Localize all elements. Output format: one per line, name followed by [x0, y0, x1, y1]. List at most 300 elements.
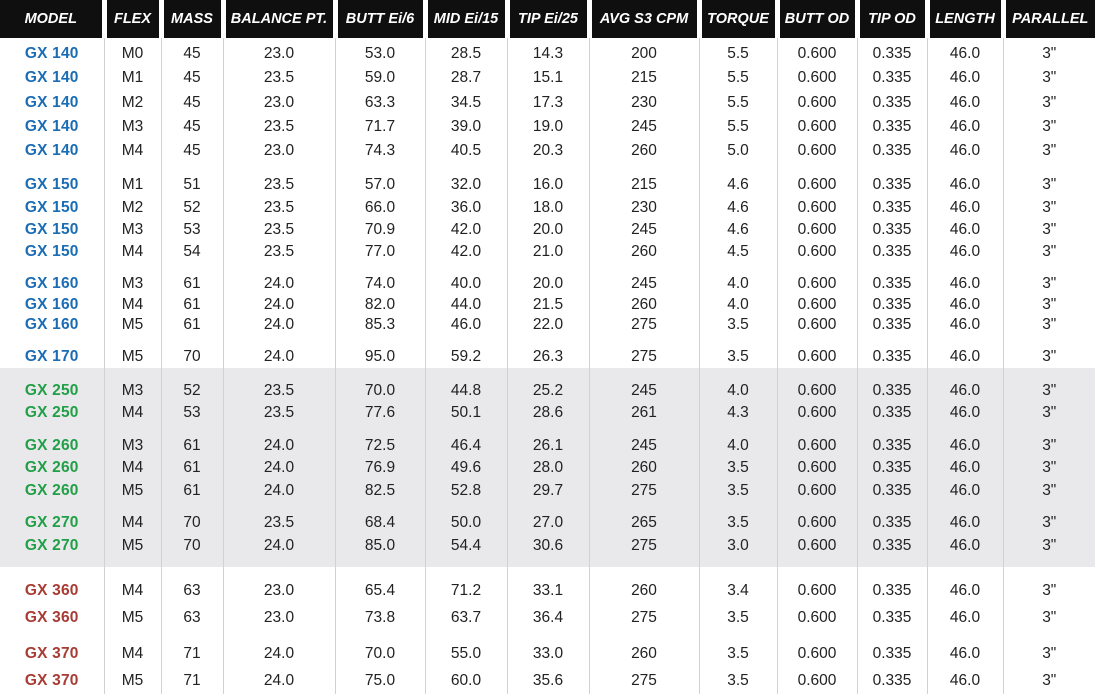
value-cell-length: 46.0: [927, 66, 1003, 90]
value-cell-butt-od: 0.600: [777, 667, 857, 693]
value-cell-mid-ei-15: 49.6: [425, 457, 507, 479]
value-cell-torque: 5.0: [699, 139, 777, 163]
value-cell-butt-ei-6: 77.0: [335, 241, 425, 263]
value-cell-flex: M4: [104, 630, 161, 667]
value-cell-parallel: 3": [1003, 314, 1095, 334]
table-row-gx-140-m3: [0, 115, 1095, 139]
value-cell-mass: 52: [161, 368, 223, 402]
value-cell-flex: M4: [104, 501, 161, 534]
value-cell-avg-s3-cpm: 245: [589, 263, 699, 294]
value-cell-balance-pt: 24.0: [223, 534, 335, 567]
column-header-tip-ei-25: TIP Ei/25: [507, 0, 589, 38]
section-red: [0, 567, 1095, 693]
value-cell-torque: 5.5: [699, 90, 777, 114]
model-cell: GX 150: [24, 176, 79, 194]
value-cell-butt-ei-6: 70.0: [335, 630, 425, 667]
table-row-gx-150-m2: [0, 196, 1095, 218]
value-cell-butt-ei-6: 66.0: [335, 196, 425, 218]
value-cell-mass: 71: [161, 667, 223, 693]
value-cell-length: 46.0: [927, 402, 1003, 424]
value-cell-mid-ei-15: 60.0: [425, 667, 507, 693]
value-cell-tip-od: 0.335: [857, 139, 927, 163]
value-cell-mid-ei-15: 42.0: [425, 219, 507, 241]
value-cell-tip-od: 0.335: [857, 424, 927, 457]
value-cell-mid-ei-15: 50.1: [425, 402, 507, 424]
value-cell-tip-od: 0.335: [857, 196, 927, 218]
value-cell-avg-s3-cpm: 215: [589, 163, 699, 196]
value-cell-torque: 4.0: [699, 368, 777, 402]
value-cell-length: 46.0: [927, 630, 1003, 667]
value-cell-mid-ei-15: 52.8: [425, 479, 507, 501]
value-cell-tip-ei-25: 15.1: [507, 66, 589, 90]
model-cell: GX 250: [0, 368, 104, 402]
value-cell-butt-od: 0.600: [777, 368, 857, 402]
value-cell-flex: M3: [104, 424, 161, 457]
model-cell: GX 150: [24, 243, 79, 261]
value-cell-mass: 61: [161, 424, 223, 457]
value-cell-tip-od: 0.335: [857, 294, 927, 314]
value-cell-balance-pt: 23.5: [223, 66, 335, 90]
value-cell-tip-ei-25: 30.6: [507, 534, 589, 567]
value-cell-butt-od: 0.600: [777, 402, 857, 424]
value-cell-balance-pt: 24.0: [223, 457, 335, 479]
value-cell-torque: 4.3: [699, 402, 777, 424]
value-cell-avg-s3-cpm: 260: [589, 294, 699, 314]
value-cell-tip-ei-25: 16.0: [507, 163, 589, 196]
value-cell-tip-od: 0.335: [857, 604, 927, 630]
value-cell-parallel: 3": [1003, 604, 1095, 630]
value-cell-torque: 3.5: [699, 630, 777, 667]
column-header-torque: TORQUE: [699, 0, 777, 38]
value-cell-parallel: 3": [1003, 424, 1095, 457]
value-cell-butt-ei-6: 85.0: [335, 534, 425, 567]
table-row-gx-370-m4: [0, 630, 1095, 667]
value-cell-length: 46.0: [927, 38, 1003, 66]
value-cell-torque: 4.0: [699, 294, 777, 314]
value-cell-mass: 45: [161, 38, 223, 66]
value-cell-flex: M5: [104, 479, 161, 501]
value-cell-parallel: 3": [1003, 294, 1095, 314]
value-cell-mass: 63: [161, 567, 223, 604]
value-cell-avg-s3-cpm: 245: [589, 368, 699, 402]
value-cell-butt-ei-6: 82.5: [335, 479, 425, 501]
value-cell-butt-ei-6: 75.0: [335, 667, 425, 693]
value-cell-mid-ei-15: 46.0: [425, 314, 507, 334]
value-cell-parallel: 3": [1003, 38, 1095, 66]
value-cell-parallel: 3": [1003, 368, 1095, 402]
value-cell-tip-ei-25: 20.3: [507, 139, 589, 163]
value-cell-tip-ei-25: 21.0: [507, 241, 589, 263]
value-cell-flex: M5: [104, 335, 161, 368]
value-cell-tip-ei-25: 33.0: [507, 630, 589, 667]
value-cell-mass: 52: [161, 196, 223, 218]
value-cell-mass: 61: [161, 314, 223, 334]
value-cell-length: 46.0: [927, 163, 1003, 196]
value-cell-flex: M4: [104, 139, 161, 163]
column-header-avg-s3-cpm: AVG S3 CPM: [589, 0, 699, 38]
value-cell-balance-pt: 23.0: [223, 139, 335, 163]
value-cell-tip-ei-25: 28.0: [507, 457, 589, 479]
model-cell: GX 160: [24, 315, 79, 333]
table-row-gx-140-m4: [0, 139, 1095, 163]
value-cell-mass: 61: [161, 263, 223, 294]
model-cell: GX 370: [24, 645, 79, 663]
table-row-gx-270-m4: [0, 501, 1095, 534]
value-cell-length: 46.0: [927, 501, 1003, 534]
value-cell-length: 46.0: [927, 196, 1003, 218]
value-cell-balance-pt: 24.0: [223, 263, 335, 294]
value-cell-mass: 45: [161, 115, 223, 139]
value-cell-avg-s3-cpm: 260: [589, 241, 699, 263]
value-cell-tip-od: 0.335: [857, 501, 927, 534]
value-cell-flex: M4: [104, 294, 161, 314]
value-cell-tip-od: 0.335: [857, 368, 927, 402]
value-cell-balance-pt: 23.5: [223, 115, 335, 139]
value-cell-butt-od: 0.600: [777, 90, 857, 114]
value-cell-avg-s3-cpm: 230: [589, 90, 699, 114]
value-cell-parallel: 3": [1003, 501, 1095, 534]
value-cell-length: 46.0: [927, 479, 1003, 501]
value-cell-butt-ei-6: 95.0: [335, 335, 425, 368]
value-cell-balance-pt: 23.0: [223, 90, 335, 114]
value-cell-flex: M4: [104, 457, 161, 479]
value-cell-balance-pt: 23.5: [223, 241, 335, 263]
value-cell-mass: 54: [161, 241, 223, 263]
model-cell: GX 260: [0, 457, 104, 479]
value-cell-tip-ei-25: 36.4: [507, 604, 589, 630]
column-header-mid-ei-15: MID Ei/15: [425, 0, 507, 38]
value-cell-flex: M3: [104, 368, 161, 402]
value-cell-butt-ei-6: 73.8: [335, 604, 425, 630]
value-cell-tip-od: 0.335: [857, 219, 927, 241]
value-cell-mid-ei-15: 50.0: [425, 501, 507, 534]
value-cell-length: 46.0: [927, 219, 1003, 241]
value-cell-flex: M4: [104, 241, 161, 263]
table-row-gx-160-m5: [0, 314, 1095, 334]
table-row-gx-150-m1: [0, 163, 1095, 196]
table-row-gx-150-m4: [0, 241, 1095, 263]
value-cell-tip-ei-25: 35.6: [507, 667, 589, 693]
value-cell-balance-pt: 23.5: [223, 402, 335, 424]
value-cell-tip-ei-25: 18.0: [507, 196, 589, 218]
table-row-gx-270-m5: [0, 534, 1095, 567]
value-cell-length: 46.0: [927, 241, 1003, 263]
model-cell: GX 160: [24, 275, 79, 293]
value-cell-avg-s3-cpm: 260: [589, 457, 699, 479]
value-cell-balance-pt: 23.5: [223, 501, 335, 534]
model-cell: GX 260: [0, 424, 104, 457]
value-cell-avg-s3-cpm: 230: [589, 196, 699, 218]
value-cell-torque: 5.5: [699, 66, 777, 90]
value-cell-tip-ei-25: 20.0: [507, 263, 589, 294]
value-cell-flex: M5: [104, 604, 161, 630]
value-cell-balance-pt: 23.5: [223, 163, 335, 196]
value-cell-mass: 45: [161, 90, 223, 114]
value-cell-avg-s3-cpm: 245: [589, 424, 699, 457]
value-cell-mass: 71: [161, 630, 223, 667]
column-header-balance-pt: BALANCE PT.: [223, 0, 335, 38]
value-cell-butt-od: 0.600: [777, 115, 857, 139]
value-cell-length: 46.0: [927, 335, 1003, 368]
column-header-tip-od: TIP OD: [857, 0, 927, 38]
value-cell-length: 46.0: [927, 534, 1003, 567]
value-cell-butt-od: 0.600: [777, 479, 857, 501]
value-cell-butt-od: 0.600: [777, 424, 857, 457]
value-cell-avg-s3-cpm: 245: [589, 115, 699, 139]
model-cell: GX 140: [24, 93, 79, 111]
value-cell-butt-od: 0.600: [777, 241, 857, 263]
value-cell-mid-ei-15: 42.0: [425, 241, 507, 263]
value-cell-mid-ei-15: 46.4: [425, 424, 507, 457]
value-cell-tip-od: 0.335: [857, 66, 927, 90]
value-cell-butt-ei-6: 71.7: [335, 115, 425, 139]
value-cell-parallel: 3": [1003, 139, 1095, 163]
column-header-model: MODEL: [0, 0, 104, 38]
model-cell: GX 270: [0, 534, 104, 567]
value-cell-parallel: 3": [1003, 534, 1095, 567]
value-cell-balance-pt: 24.0: [223, 424, 335, 457]
model-cell: GX 360: [24, 582, 79, 600]
value-cell-tip-od: 0.335: [857, 457, 927, 479]
value-cell-flex: M5: [104, 667, 161, 693]
value-cell-avg-s3-cpm: 275: [589, 667, 699, 693]
value-cell-butt-ei-6: 53.0: [335, 38, 425, 66]
column-header-butt-ei-6: BUTT Ei/6: [335, 0, 425, 38]
value-cell-torque: 3.5: [699, 479, 777, 501]
value-cell-parallel: 3": [1003, 163, 1095, 196]
value-cell-butt-ei-6: 74.3: [335, 139, 425, 163]
value-cell-butt-ei-6: 76.9: [335, 457, 425, 479]
value-cell-mid-ei-15: 55.0: [425, 630, 507, 667]
value-cell-torque: 3.5: [699, 667, 777, 693]
value-cell-butt-od: 0.600: [777, 567, 857, 604]
value-cell-mid-ei-15: 59.2: [425, 335, 507, 368]
column-header-parallel: PARALLEL: [1003, 0, 1095, 38]
value-cell-parallel: 3": [1003, 241, 1095, 263]
value-cell-parallel: 3": [1003, 263, 1095, 294]
model-cell: GX 270: [0, 501, 104, 534]
value-cell-mid-ei-15: 54.4: [425, 534, 507, 567]
value-cell-butt-ei-6: 65.4: [335, 567, 425, 604]
value-cell-tip-od: 0.335: [857, 241, 927, 263]
model-cell: GX 360: [24, 608, 79, 626]
value-cell-flex: M5: [104, 314, 161, 334]
value-cell-tip-od: 0.335: [857, 163, 927, 196]
value-cell-butt-od: 0.600: [777, 196, 857, 218]
value-cell-balance-pt: 23.5: [223, 219, 335, 241]
value-cell-tip-od: 0.335: [857, 630, 927, 667]
value-cell-avg-s3-cpm: 260: [589, 630, 699, 667]
value-cell-length: 46.0: [927, 294, 1003, 314]
value-cell-butt-ei-6: 68.4: [335, 501, 425, 534]
value-cell-mid-ei-15: 63.7: [425, 604, 507, 630]
value-cell-torque: 4.6: [699, 163, 777, 196]
model-cell: GX 150: [24, 198, 79, 216]
table-row-gx-260-m3: [0, 424, 1095, 457]
model-cell: GX 140: [24, 69, 79, 87]
table-row-gx-160-m4: [0, 294, 1095, 314]
value-cell-flex: M1: [104, 163, 161, 196]
value-cell-avg-s3-cpm: 275: [589, 479, 699, 501]
column-header-mass: MASS: [161, 0, 223, 38]
table-row-gx-360-m4: [0, 567, 1095, 604]
value-cell-avg-s3-cpm: 261: [589, 402, 699, 424]
table-row-gx-140-m0: [0, 38, 1095, 66]
value-cell-tip-ei-25: 17.3: [507, 90, 589, 114]
value-cell-mid-ei-15: 71.2: [425, 567, 507, 604]
value-cell-parallel: 3": [1003, 115, 1095, 139]
value-cell-flex: M5: [104, 534, 161, 567]
value-cell-butt-ei-6: 59.0: [335, 66, 425, 90]
value-cell-mid-ei-15: 36.0: [425, 196, 507, 218]
model-cell: GX 260: [0, 479, 104, 501]
value-cell-tip-od: 0.335: [857, 534, 927, 567]
value-cell-butt-ei-6: 74.0: [335, 263, 425, 294]
value-cell-butt-od: 0.600: [777, 219, 857, 241]
value-cell-mass: 53: [161, 219, 223, 241]
table-row-gx-370-m5: [0, 667, 1095, 693]
value-cell-tip-od: 0.335: [857, 90, 927, 114]
value-cell-butt-od: 0.600: [777, 630, 857, 667]
value-cell-tip-od: 0.335: [857, 479, 927, 501]
value-cell-torque: 3.5: [699, 501, 777, 534]
model-cell: GX 250: [0, 402, 104, 424]
table-row-gx-140-m2: [0, 90, 1095, 114]
value-cell-butt-ei-6: 70.0: [335, 368, 425, 402]
value-cell-flex: M1: [104, 66, 161, 90]
model-cell: GX 140: [24, 142, 79, 160]
value-cell-butt-od: 0.600: [777, 263, 857, 294]
model-cell: GX 370: [24, 671, 79, 689]
value-cell-length: 46.0: [927, 457, 1003, 479]
value-cell-mid-ei-15: 40.5: [425, 139, 507, 163]
value-cell-balance-pt: 24.0: [223, 630, 335, 667]
value-cell-tip-ei-25: 19.0: [507, 115, 589, 139]
value-cell-flex: M4: [104, 567, 161, 604]
value-cell-avg-s3-cpm: 200: [589, 38, 699, 66]
value-cell-mid-ei-15: 44.8: [425, 368, 507, 402]
value-cell-parallel: 3": [1003, 567, 1095, 604]
value-cell-tip-od: 0.335: [857, 115, 927, 139]
value-cell-length: 46.0: [927, 139, 1003, 163]
table-header-row: [0, 0, 1095, 38]
value-cell-flex: M2: [104, 90, 161, 114]
value-cell-parallel: 3": [1003, 90, 1095, 114]
value-cell-balance-pt: 23.0: [223, 38, 335, 66]
value-cell-avg-s3-cpm: 275: [589, 534, 699, 567]
value-cell-parallel: 3": [1003, 196, 1095, 218]
value-cell-length: 46.0: [927, 90, 1003, 114]
value-cell-tip-od: 0.335: [857, 402, 927, 424]
value-cell-tip-ei-25: 21.5: [507, 294, 589, 314]
value-cell-flex: M3: [104, 219, 161, 241]
value-cell-torque: 5.5: [699, 115, 777, 139]
value-cell-mid-ei-15: 34.5: [425, 90, 507, 114]
value-cell-balance-pt: 24.0: [223, 335, 335, 368]
value-cell-torque: 3.5: [699, 604, 777, 630]
value-cell-butt-ei-6: 70.9: [335, 219, 425, 241]
column-header-length: LENGTH: [927, 0, 1003, 38]
value-cell-mass: 63: [161, 604, 223, 630]
value-cell-butt-ei-6: 82.0: [335, 294, 425, 314]
value-cell-butt-ei-6: 77.6: [335, 402, 425, 424]
value-cell-tip-od: 0.335: [857, 38, 927, 66]
value-cell-mass: 45: [161, 66, 223, 90]
model-cell: GX 170: [24, 347, 79, 365]
value-cell-avg-s3-cpm: 265: [589, 501, 699, 534]
value-cell-parallel: 3": [1003, 479, 1095, 501]
value-cell-length: 46.0: [927, 604, 1003, 630]
value-cell-avg-s3-cpm: 215: [589, 66, 699, 90]
table-header: [0, 0, 1095, 38]
value-cell-parallel: 3": [1003, 402, 1095, 424]
value-cell-length: 46.0: [927, 314, 1003, 334]
value-cell-length: 46.0: [927, 667, 1003, 693]
model-cell: GX 140: [24, 45, 79, 62]
value-cell-length: 46.0: [927, 263, 1003, 294]
value-cell-butt-od: 0.600: [777, 335, 857, 368]
value-cell-mass: 61: [161, 479, 223, 501]
value-cell-avg-s3-cpm: 245: [589, 219, 699, 241]
value-cell-parallel: 3": [1003, 219, 1095, 241]
value-cell-tip-od: 0.335: [857, 314, 927, 334]
value-cell-tip-od: 0.335: [857, 567, 927, 604]
value-cell-avg-s3-cpm: 275: [589, 335, 699, 368]
column-header-flex: FLEX: [104, 0, 161, 38]
value-cell-tip-ei-25: 20.0: [507, 219, 589, 241]
value-cell-butt-ei-6: 72.5: [335, 424, 425, 457]
value-cell-flex: M4: [104, 402, 161, 424]
model-cell: GX 160: [24, 295, 79, 313]
value-cell-tip-ei-25: 33.1: [507, 567, 589, 604]
value-cell-torque: 3.5: [699, 335, 777, 368]
column-header-butt-od: BUTT OD: [777, 0, 857, 38]
value-cell-parallel: 3": [1003, 457, 1095, 479]
value-cell-mid-ei-15: 28.7: [425, 66, 507, 90]
value-cell-flex: M3: [104, 115, 161, 139]
value-cell-torque: 3.4: [699, 567, 777, 604]
value-cell-length: 46.0: [927, 115, 1003, 139]
value-cell-parallel: 3": [1003, 667, 1095, 693]
value-cell-butt-od: 0.600: [777, 66, 857, 90]
value-cell-mass: 70: [161, 501, 223, 534]
value-cell-mid-ei-15: 32.0: [425, 163, 507, 196]
value-cell-tip-ei-25: 25.2: [507, 368, 589, 402]
section-green: [0, 368, 1095, 568]
value-cell-mass: 61: [161, 294, 223, 314]
value-cell-avg-s3-cpm: 260: [589, 139, 699, 163]
value-cell-balance-pt: 24.0: [223, 667, 335, 693]
value-cell-balance-pt: 23.5: [223, 196, 335, 218]
value-cell-torque: 4.5: [699, 241, 777, 263]
value-cell-mass: 70: [161, 335, 223, 368]
value-cell-mid-ei-15: 39.0: [425, 115, 507, 139]
value-cell-balance-pt: 23.5: [223, 368, 335, 402]
table-row-gx-160-m3: [0, 263, 1095, 294]
value-cell-tip-od: 0.335: [857, 335, 927, 368]
value-cell-mass: 61: [161, 457, 223, 479]
value-cell-butt-ei-6: 57.0: [335, 163, 425, 196]
value-cell-avg-s3-cpm: 275: [589, 314, 699, 334]
value-cell-tip-od: 0.335: [857, 667, 927, 693]
value-cell-torque: 4.6: [699, 219, 777, 241]
value-cell-torque: 5.5: [699, 38, 777, 66]
value-cell-torque: 3.5: [699, 314, 777, 334]
value-cell-parallel: 3": [1003, 335, 1095, 368]
value-cell-butt-od: 0.600: [777, 314, 857, 334]
value-cell-balance-pt: 24.0: [223, 294, 335, 314]
table-row-gx-150-m3: [0, 219, 1095, 241]
